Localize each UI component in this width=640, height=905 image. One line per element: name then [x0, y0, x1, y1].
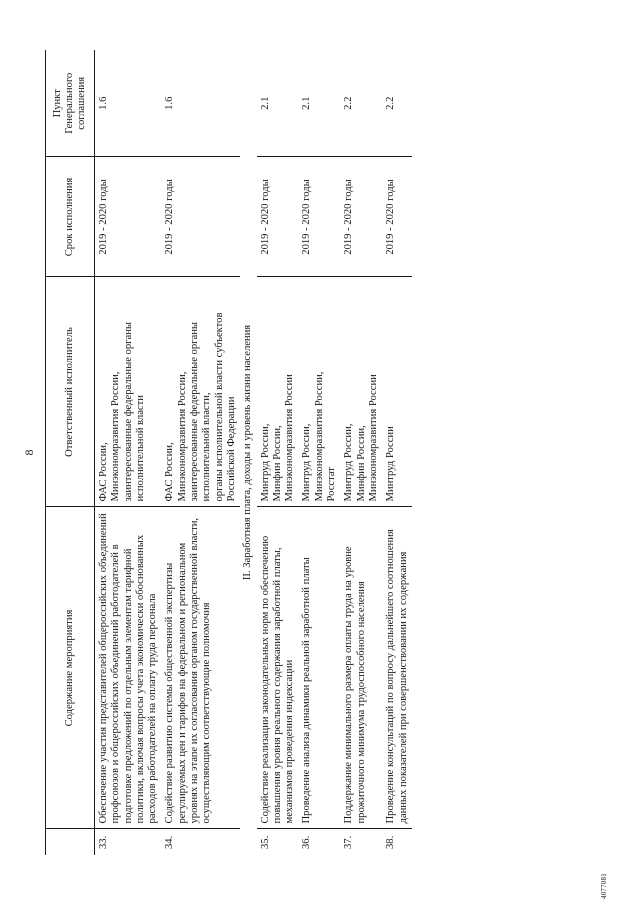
table-header-row — [46, 50, 95, 855]
row-clause: 2.1 — [298, 50, 340, 157]
row-number: 33. — [98, 835, 109, 849]
row-content: Содействие реализации законодательных норм по обеспечению повышения уровня реального содержания заработной платы, механизмов проведения индексации — [257, 507, 299, 829]
row-executor: Минтруд России — [382, 277, 412, 507]
table-row — [340, 50, 382, 855]
row-number: 38. — [385, 835, 397, 849]
table-row — [95, 50, 162, 855]
row-term: 2019 - 2020 годы — [161, 157, 240, 277]
row-executor: ФАС России, Минэкономразвития России, заинтересованные федеральные органы исполнительной власти — [95, 277, 162, 507]
row-term: 2019 - 2020 годы — [340, 157, 382, 277]
row-term: 2019 - 2020 годы — [298, 157, 340, 277]
row-clause: 2.2 — [382, 50, 412, 157]
row-clause: 2.1 — [257, 50, 299, 157]
row-number: 36. — [301, 835, 313, 849]
row-term: 2019 - 2020 годы — [382, 157, 412, 277]
document-code: 4077081 — [600, 873, 608, 899]
table-row — [382, 50, 412, 855]
row-executor: ФАС России, Минэкономразвития России, заинтересованные федеральные органы исполнительной власти, органы исполнительной власти субъектов Российской Федерации — [161, 277, 240, 507]
row-term: 2019 - 2020 годы — [257, 157, 299, 277]
row-number: 37. — [343, 835, 355, 849]
row-content: Поддержание минимального размера оплаты труда на уровне прожиточного минимума трудоспособного населения — [340, 507, 382, 829]
header-executor: Ответственный исполнитель — [46, 277, 95, 507]
header-content: Содержание мероприятия — [46, 507, 95, 829]
row-executor: Минтруд России, Минфин России, Минэкономразвития России — [340, 277, 382, 507]
table-body-part1 — [95, 50, 241, 855]
section-title: II. Заработная плата, доходы и уровень жизни населения — [242, 324, 254, 581]
measures-table — [45, 50, 412, 855]
row-number: 35. — [259, 835, 271, 849]
table-row — [161, 50, 240, 855]
table-body-part2 — [257, 50, 412, 855]
table-row — [257, 50, 299, 855]
row-content: Содействие развитию системы общественной экспертизы регулируемых цен и тарифов на федеральном и региональном уровнях на этапе их согласования органом государственной власти, осуществляющим соответствующие полномочия — [161, 507, 240, 829]
row-executor: Минтруд России, Минэкономразвития России, Росстат — [298, 277, 340, 507]
row-term: 2019 - 2020 годы — [95, 157, 162, 277]
row-clause: 1.6 — [95, 50, 162, 157]
row-content: Проведение анализа динамики реальной заработной платы — [298, 507, 340, 829]
row-clause: 2.2 — [340, 50, 382, 157]
row-clause: 1.6 — [161, 50, 240, 157]
header-clause: Пункт Генерального соглашения — [46, 50, 95, 157]
header-num — [46, 829, 95, 855]
header-term: Срок исполнения — [46, 157, 95, 277]
row-executor: Минтруд России, Минфин России, Минэкономразвития России — [257, 277, 299, 507]
row-content: Проведение консультаций по вопросу дальнейшего соотношения данных показателей при совершенствовании их содержания — [382, 507, 412, 829]
row-content: Обеспечение участия представителей общероссийских объединений профсоюзов и общероссийских объединений работодателей в подготовке предложений по отдельным элементам тарифной политики, включая вопросы учета экономически обоснованных расходов работодателей на оплату труда персонала — [95, 507, 162, 829]
table-row — [298, 50, 340, 855]
section-row-group — [240, 50, 256, 855]
page-number: 8 — [22, 449, 36, 456]
row-number: 34. — [164, 835, 176, 849]
section-row — [240, 50, 256, 855]
